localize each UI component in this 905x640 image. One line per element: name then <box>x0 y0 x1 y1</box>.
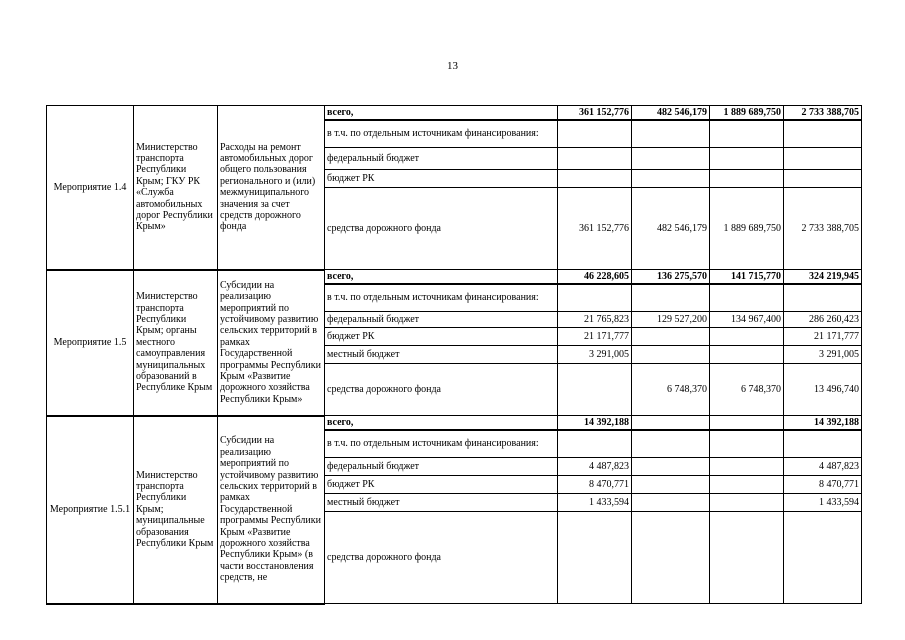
amount-cell-v1 <box>558 170 632 188</box>
amount-cell-v2: 136 275,570 <box>632 270 710 284</box>
funding-source-cell: местный бюджет <box>325 346 558 364</box>
amount-cell-v1: 361 152,776 <box>558 188 632 270</box>
amount-cell-v1: 14 392,188 <box>558 416 632 430</box>
amount-cell-v4 <box>784 284 862 312</box>
funding-source-cell: федеральный бюджет <box>325 458 558 476</box>
amount-cell-v4: 8 470,771 <box>784 476 862 494</box>
amount-cell-v4: 4 487,823 <box>784 458 862 476</box>
amount-cell-v4 <box>784 120 862 148</box>
amount-cell-v4: 286 260,423 <box>784 312 862 328</box>
amount-cell-v2 <box>632 458 710 476</box>
amount-cell-v1: 8 470,771 <box>558 476 632 494</box>
amount-cell-v2 <box>632 148 710 170</box>
executor-cell: Министерство транспорта Республики Крым; муниципальные образования Республики Крым <box>134 416 218 604</box>
amount-cell-v3 <box>710 416 784 430</box>
funding-source-cell: всего, <box>325 416 558 430</box>
amount-cell-v4: 13 496,740 <box>784 364 862 416</box>
amount-cell-v4 <box>784 170 862 188</box>
amount-cell-v2 <box>632 512 710 604</box>
funding-source-cell: средства дорожного фонда <box>325 512 558 604</box>
amount-cell-v3 <box>710 476 784 494</box>
amount-cell-v1 <box>558 512 632 604</box>
amount-cell-v2: 482 546,179 <box>632 106 710 120</box>
amount-cell-v1: 21 171,777 <box>558 328 632 346</box>
amount-cell-v4 <box>784 148 862 170</box>
amount-cell-v1: 1 433,594 <box>558 494 632 512</box>
amount-cell-v4: 2 733 388,705 <box>784 188 862 270</box>
amount-cell-v4: 2 733 388,705 <box>784 106 862 120</box>
amount-cell-v3 <box>710 284 784 312</box>
amount-cell-v1 <box>558 148 632 170</box>
amount-cell-v2 <box>632 430 710 458</box>
amount-cell-v3 <box>710 512 784 604</box>
amount-cell-v4: 3 291,005 <box>784 346 862 364</box>
amount-cell-v2 <box>632 494 710 512</box>
amount-cell-v3: 6 748,370 <box>710 364 784 416</box>
table-row <box>47 106 862 120</box>
funding-source-cell: средства дорожного фонда <box>325 188 558 270</box>
amount-cell-v3: 134 967,400 <box>710 312 784 328</box>
amount-cell-v1 <box>558 364 632 416</box>
funding-source-cell: всего, <box>325 106 558 120</box>
amount-cell-v3: 1 889 689,750 <box>710 188 784 270</box>
executor-cell: Министерство транспорта Республики Крым; ГКУ РК «Служба автомобильных дорог Республики Крым» <box>134 106 218 270</box>
amount-cell-v4: 21 171,777 <box>784 328 862 346</box>
amount-cell-v1: 4 487,823 <box>558 458 632 476</box>
funding-source-cell: всего, <box>325 270 558 284</box>
amount-cell-v2: 6 748,370 <box>632 364 710 416</box>
amount-cell-v1 <box>558 120 632 148</box>
amount-cell-v2 <box>632 476 710 494</box>
executor-cell: Министерство транспорта Республики Крым; органы местного самоуправления муниципальных образований в Республике Крым <box>134 270 218 416</box>
amount-cell-v3 <box>710 328 784 346</box>
funding-source-cell: средства дорожного фонда <box>325 364 558 416</box>
funding-source-cell: в т.ч. по отдельным источникам финансирования: <box>325 120 558 148</box>
amount-cell-v2 <box>632 170 710 188</box>
funding-source-cell: в т.ч. по отдельным источникам финансирования: <box>325 284 558 312</box>
funding-source-cell: бюджет РК <box>325 476 558 494</box>
funding-source-cell: бюджет РК <box>325 170 558 188</box>
funding-source-cell: бюджет РК <box>325 328 558 346</box>
amount-cell-v1: 361 152,776 <box>558 106 632 120</box>
event-cell: Мероприятие 1.5.1 <box>47 416 134 604</box>
event-cell: Мероприятие 1.5 <box>47 270 134 416</box>
funding-source-cell: федеральный бюджет <box>325 312 558 328</box>
funding-source-cell: местный бюджет <box>325 494 558 512</box>
amount-cell-v2 <box>632 416 710 430</box>
amount-cell-v4 <box>784 430 862 458</box>
table-row <box>47 270 862 284</box>
amount-cell-v3: 1 889 689,750 <box>710 106 784 120</box>
amount-cell-v1 <box>558 284 632 312</box>
amount-cell-v2: 482 546,179 <box>632 188 710 270</box>
amount-cell-v1: 3 291,005 <box>558 346 632 364</box>
amount-cell-v3 <box>710 458 784 476</box>
table-row <box>47 416 862 430</box>
amount-cell-v4: 324 219,945 <box>784 270 862 284</box>
description-cell: Субсидии на реализацию мероприятий по устойчивому развитию сельских территорий в рамках Государственной программы Республики Крым «Развитие дорожного хозяйства Республики Крым» <box>218 270 325 416</box>
description-cell: Субсидии на реализацию мероприятий по устойчивому развитию сельских территорий в рамках Государственной программы Республики Крым «Развитие дорожного хозяйства Республики Крым» (в части восстановления средств, не <box>218 416 325 604</box>
amount-cell-v2 <box>632 120 710 148</box>
amount-cell-v1 <box>558 430 632 458</box>
funding-source-cell: в т.ч. по отдельным источникам финансирования: <box>325 430 558 458</box>
amount-cell-v3 <box>710 346 784 364</box>
budget-table <box>46 105 862 605</box>
amount-cell-v2 <box>632 284 710 312</box>
amount-cell-v3: 141 715,770 <box>710 270 784 284</box>
amount-cell-v3 <box>710 494 784 512</box>
amount-cell-v3 <box>710 430 784 458</box>
amount-cell-v1: 46 228,605 <box>558 270 632 284</box>
funding-source-cell: федеральный бюджет <box>325 148 558 170</box>
amount-cell-v1: 21 765,823 <box>558 312 632 328</box>
amount-cell-v2 <box>632 346 710 364</box>
amount-cell-v2: 129 527,200 <box>632 312 710 328</box>
amount-cell-v3 <box>710 148 784 170</box>
event-cell: Мероприятие 1.4 <box>47 106 134 270</box>
amount-cell-v3 <box>710 120 784 148</box>
amount-cell-v2 <box>632 328 710 346</box>
description-cell: Расходы на ремонт автомобильных дорог общего пользования регионального и (или) межмуниципального значения за счет средств дорожного фонда <box>218 106 325 270</box>
amount-cell-v3 <box>710 170 784 188</box>
amount-cell-v4 <box>784 512 862 604</box>
amount-cell-v4: 1 433,594 <box>784 494 862 512</box>
page-number: 13 <box>447 60 458 72</box>
amount-cell-v4: 14 392,188 <box>784 416 862 430</box>
